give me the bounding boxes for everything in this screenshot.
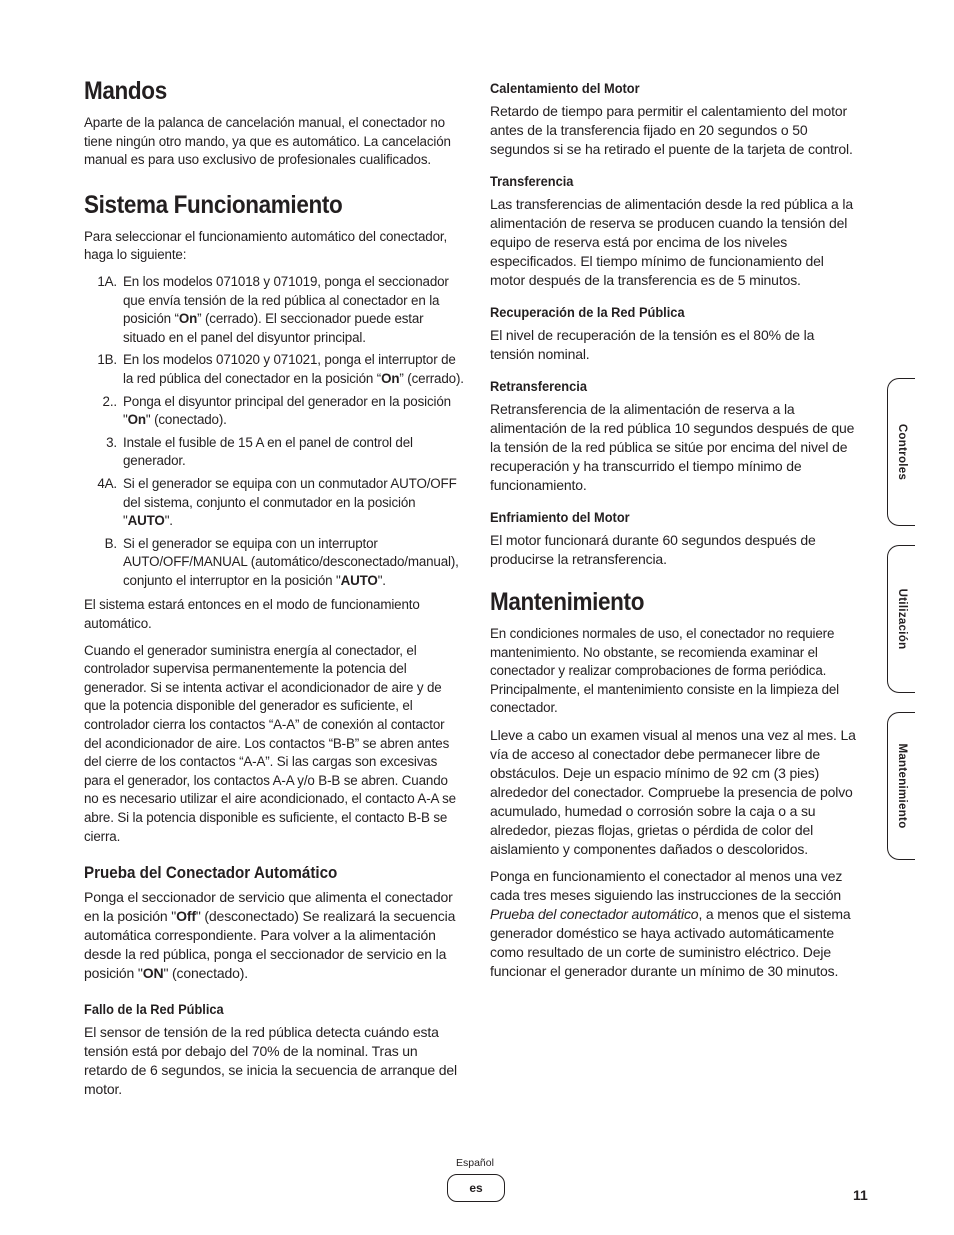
step-number: 4A. [97,475,117,491]
transferencia-heading: Transferencia [490,174,574,189]
step-text: Ponga el disyuntor principal del generador en la posición "On" (conectado). [123,393,451,428]
recuperacion-heading: Recuperación de la Red Pública [490,305,685,320]
sistema-after: El sistema estará entonces en el modo de funcionamiento automático. [84,597,420,632]
step-item [84,434,464,471]
left-column [84,74,464,1107]
enfriamiento-text: El motor funcionará durante 60 segundos después de producirse la retransferencia. [490,532,816,567]
tab-utilizacion[interactable] [887,545,915,693]
step-number: 3. [106,434,117,450]
mantenimiento-p1: En condiciones normales de uso, el conectador no requiere mantenimiento. No obstante, se recomienda examinar el conectador y realizar comprobaciones de forma periódica. Principalmente, el mantenimiento consiste en la limpieza del conectador. [490,626,840,716]
sistema-intro: Para seleccionar el funcionamiento automático del conectador, haga lo siguiente: [84,228,448,263]
step-text: Instale el fusible de 15 A en el panel de control del generador. [123,434,413,469]
step-text: Si el generador se equipa con un interruptor AUTO/OFF/MANUAL (automático/desconectado/manual), conjunto el interruptor en la posición "AUTO". [123,535,459,588]
mantenimiento-p2: Lleve a cabo un examen visual al menos una vez al mes. La vía de acceso al conectador debe permanecer libre de obstáculos. Deje un espacio mínimo de 92 cm (3 pies) alrededor del conectador. Compruebe la presencia de polvo acumulado, humedad o corrosión sobre la caja o a su alrededor, piezas flojas, grietas o pérdida de color del aislamiento y componentes dañados o descoloridos. [490,726,856,857]
sistema-para: Cuando el generador suministra energía al conectador, el controlador supervisa permanentemente la potencia del generador. Si se intenta activar el acondicionador de aire y de que la potencia disponible del generador es suficiente, el controlador cierra los contactos “A-A” de conexión al contactor del acondicionador de aire. Los contactos “B-B” se abren antes del cierre de los contactos “A-A”. Si las cargas son excesivas para el generador, los contactos A-A y/o B-B se abren. Cuando no es necesario utilizar el aire acondicionado, el contacto A-A se abre. Si la potencia disponible es suficiente, el contacto B-B se cierra. [84,642,456,844]
calentamiento-heading: Calentamiento del Motor [490,81,640,96]
step-number: 1B. [97,352,117,368]
tab-mantenimiento[interactable] [887,712,915,860]
step-item [84,273,464,347]
mantenimiento-heading: Mantenimiento [490,588,645,616]
mandos-text: Aparte de la palanca de cancelación manual, el conectador no tiene ningún otro mando, ya que es automático. La cancelación manual es para uso exclusivo de profesionales cualificados. [84,115,451,168]
tab-label: Controles [895,423,908,481]
right-column [490,80,862,989]
enfriamiento-heading: Enfriamiento del Motor [490,510,630,525]
fallo-text: El sensor de tensión de la red pública detecta cuándo esta tensión está por debajo del 70% de la nominal. Tras un retardo de 6 segundos, se inicia la secuencia de arranque del motor. [84,1024,457,1098]
tab-label: Mantenimiento [895,743,908,829]
step-text: Si el generador se equipa con un conmutador AUTO/OFF del sistema, conjunto el conmutador en la posición "AUTO". [123,475,457,529]
mantenimiento-p3: Ponga en funcionamiento el conectador al menos una vez cada tres meses siguiendo las instrucciones de la sección Prueba del conectador automático, a menos que el sistema generador doméstico se haya activado automáticamente como resultado de un corte de suministro eléctrico. Deje funcionar el generador durante un mínimo de 30 minutos. [490,867,851,979]
steps-list [84,273,464,591]
transferencia-text: Las transferencias de alimentación desde la red pública a la alimentación de reserva se producen cuando la tensión del equipo de reserva está por encima de los niveles especificados. El tiempo mínimo de funcionamiento del motor después de la transferencia es de 5 minutos. [490,196,854,288]
step-text: En los modelos 071018 y 071019, ponga el seccionador que envía tensión de la red pública al conectador en la posición “On” (cerrado). El seccionador puede estar situado en el panel del disyuntor principal. [123,273,449,345]
footer-language: Español [456,1157,494,1169]
step-item [84,535,464,591]
step-item [84,351,464,388]
retransferencia-heading: Retransferencia [490,379,587,394]
prueba-text: Ponga el seccionador de servicio que alimenta el conectador en la posición "Off" (desconectado) Se realizará la secuencia automática correspondiente. Para volver a la alimentación desde la red pública, ponga el seccionador de servicio en la posición "ON" (conectado). [84,889,456,982]
step-item [84,393,464,430]
mandos-heading: Mandos [84,77,167,105]
recuperacion-text: El nivel de recuperación de la tensión es el 80% de la tensión nominal. [490,327,815,362]
retransferencia-text: Retransferencia de la alimentación de reserva a la alimentación de la red pública 10 segundos después de que la tensión de la red pública se sitúe por encima del nivel de recuperación y ha transcurrido el tiempo mínimo de funcionamiento. [490,401,855,493]
step-number: 2.. [102,393,117,409]
step-item [84,475,464,531]
tab-label: Utilización [895,588,908,650]
prueba-heading: Prueba del Conectador Automático [84,864,338,883]
calentamiento-text: Retardo de tiempo para permitir el calentamiento del motor antes de la transferencia fijado en 20 segundos o 50 segundos si se ha retirado el puente de la tarjeta de control. [490,103,853,157]
tab-controles[interactable] [887,378,915,526]
fallo-heading: Fallo de la Red Pública [84,1002,224,1018]
sistema-heading: Sistema Funcionamiento [84,190,343,219]
step-text: En los modelos 071020 y 071021, ponga el interruptor de la red pública del conectador en la posición “On” (cerrado). [123,352,464,386]
step-number: 1A. [97,273,117,289]
language-code-badge: es [447,1174,505,1202]
page-number: 11 [853,1187,868,1203]
step-number: B. [104,535,117,551]
